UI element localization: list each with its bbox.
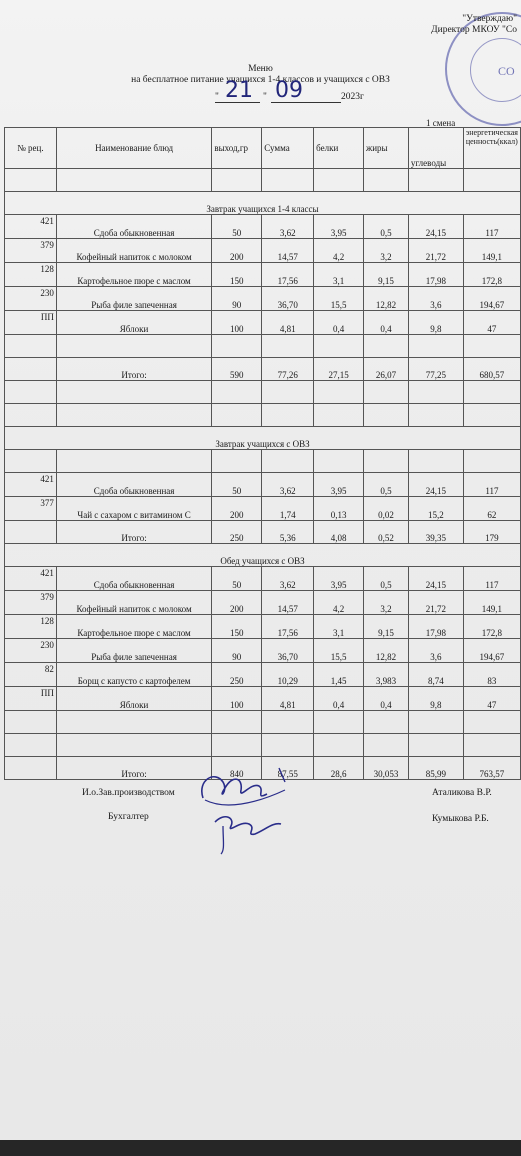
recipe-number: 128 <box>5 263 57 287</box>
total-row <box>5 358 521 381</box>
empty-cell <box>5 169 57 192</box>
cell-sum: 3,62 <box>262 215 314 239</box>
cell-fat: 12,82 <box>364 287 409 311</box>
recipe-number: 128 <box>5 615 57 639</box>
photo-bottom-edge <box>0 1140 521 1156</box>
col-sum: Сумма <box>262 128 314 169</box>
spacer-row <box>5 169 521 192</box>
cell-carb: 8,74 <box>408 663 463 687</box>
table-row <box>5 215 521 239</box>
recipe-number: 421 <box>5 567 57 591</box>
table-header <box>5 128 521 169</box>
approval-block <box>397 14 517 36</box>
approval-line-1: "Утверждаю" <box>462 14 517 24</box>
table-row <box>5 473 521 497</box>
empty-cell <box>408 381 463 404</box>
cell-sum: 10,29 <box>262 663 314 687</box>
recipe-number: 377 <box>5 497 57 521</box>
empty-cell <box>5 404 57 427</box>
empty-cell <box>364 335 409 358</box>
empty-cell <box>212 711 262 734</box>
cell-carb: 24,15 <box>408 567 463 591</box>
cell-fat: 0,02 <box>364 497 409 521</box>
empty-cell <box>408 450 463 473</box>
cell-protein: 4,2 <box>314 591 364 615</box>
cell-kcal: 149,1 <box>463 591 520 615</box>
cell-fat: 0,4 <box>364 687 409 711</box>
cell-protein: 0,13 <box>314 497 364 521</box>
cell-fat: 0,5 <box>364 567 409 591</box>
approval-line-2: Директор МКОУ "Со <box>431 25 517 35</box>
cell-fat: 12,82 <box>364 639 409 663</box>
table-row <box>5 663 521 687</box>
total-label: Итого: <box>56 358 212 381</box>
total-label: Итого: <box>56 521 212 544</box>
recipe-number: 421 <box>5 473 57 497</box>
cell-fat: 0,5 <box>364 473 409 497</box>
cell-carb: 17,98 <box>408 615 463 639</box>
empty-cell <box>5 381 57 404</box>
empty-cell <box>463 381 520 404</box>
total-label: Итого: <box>56 757 212 780</box>
spacer-row <box>5 335 521 358</box>
cell-weight: 250 <box>212 663 262 687</box>
empty-cell <box>262 404 314 427</box>
cell-weight: 50 <box>212 473 262 497</box>
empty-cell <box>314 450 364 473</box>
empty-cell <box>56 381 212 404</box>
empty-cell <box>5 450 57 473</box>
empty-cell <box>463 169 520 192</box>
empty-cell <box>5 711 57 734</box>
empty-cell <box>463 711 520 734</box>
cell-protein: 15,5 <box>314 639 364 663</box>
cell-kcal: 83 <box>463 663 520 687</box>
recipe-number: 230 <box>5 639 57 663</box>
table-row <box>5 287 521 311</box>
cell-kcal: 47 <box>463 687 520 711</box>
recipe-number: 82 <box>5 663 57 687</box>
cell-sum: 3,62 <box>262 473 314 497</box>
recipe-number: 230 <box>5 287 57 311</box>
cell-protein: 3,95 <box>314 215 364 239</box>
table-row <box>5 591 521 615</box>
date-day: 21 <box>225 78 253 103</box>
total-empty <box>5 521 57 544</box>
cell-kcal: 47 <box>463 311 520 335</box>
empty-cell <box>314 169 364 192</box>
cell-kcal: 149,1 <box>463 239 520 263</box>
total-carb: 85,99 <box>408 757 463 780</box>
col-protein: белки <box>314 128 364 169</box>
empty-cell <box>408 404 463 427</box>
col-carb: углеводы <box>408 128 463 169</box>
total-protein: 28,6 <box>314 757 364 780</box>
cell-weight: 50 <box>212 567 262 591</box>
table-row <box>5 567 521 591</box>
cell-protein: 3,95 <box>314 567 364 591</box>
cell-kcal: 62 <box>463 497 520 521</box>
empty-cell <box>463 734 520 757</box>
total-empty <box>5 757 57 780</box>
dish-name: Картофельное пюре с маслом <box>56 263 212 287</box>
cell-kcal: 172,8 <box>463 263 520 287</box>
total-weight: 840 <box>212 757 262 780</box>
cell-carb: 9,8 <box>408 687 463 711</box>
section-header <box>5 544 521 567</box>
cell-sum: 36,70 <box>262 639 314 663</box>
empty-cell <box>262 169 314 192</box>
dish-name: Сдоба обыкновенная <box>56 567 212 591</box>
table-row <box>5 639 521 663</box>
cell-sum: 4,81 <box>262 687 314 711</box>
cell-protein: 3,95 <box>314 473 364 497</box>
spacer-row <box>5 734 521 757</box>
empty-cell <box>212 734 262 757</box>
cell-carb: 21,72 <box>408 591 463 615</box>
dish-name: Чай с сахаром с витамином С <box>56 497 212 521</box>
empty-cell <box>212 169 262 192</box>
empty-cell <box>314 711 364 734</box>
spacer-row <box>5 711 521 734</box>
cell-carb: 24,15 <box>408 473 463 497</box>
cell-fat: 3,2 <box>364 239 409 263</box>
empty-cell <box>364 450 409 473</box>
cell-weight: 100 <box>212 311 262 335</box>
total-row <box>5 521 521 544</box>
cell-carb: 15,2 <box>408 497 463 521</box>
cell-weight: 90 <box>212 287 262 311</box>
stamp-lettering: СО <box>498 64 515 78</box>
dish-name: Яблоки <box>56 687 212 711</box>
cell-kcal: 194,67 <box>463 639 520 663</box>
cell-fat: 0,5 <box>364 215 409 239</box>
total-sum: 87,55 <box>262 757 314 780</box>
cell-weight: 200 <box>212 497 262 521</box>
cell-protein: 15,5 <box>314 287 364 311</box>
spacer-row <box>5 450 521 473</box>
cell-kcal: 117 <box>463 215 520 239</box>
empty-cell <box>212 381 262 404</box>
cell-fat: 0,4 <box>364 311 409 335</box>
empty-cell <box>262 711 314 734</box>
col-fat: жиры <box>364 128 409 169</box>
dish-name: Картофельное пюре с маслом <box>56 615 212 639</box>
total-protein: 4,08 <box>314 521 364 544</box>
empty-cell <box>5 335 57 358</box>
cell-protein: 1,45 <box>314 663 364 687</box>
table-row <box>5 615 521 639</box>
section-header <box>5 427 521 450</box>
cell-weight: 150 <box>212 615 262 639</box>
empty-cell <box>212 450 262 473</box>
table-row <box>5 497 521 521</box>
cell-carb: 17,98 <box>408 263 463 287</box>
cell-kcal: 117 <box>463 473 520 497</box>
cell-kcal: 172,8 <box>463 615 520 639</box>
empty-cell <box>56 404 212 427</box>
col-dish: Наименование блюд <box>56 128 212 169</box>
cell-weight: 50 <box>212 215 262 239</box>
total-weight: 250 <box>212 521 262 544</box>
col-recipe: № рец. <box>5 128 57 169</box>
cell-carb: 24,15 <box>408 215 463 239</box>
total-sum: 77,26 <box>262 358 314 381</box>
col-kcal: энергетическая ценность(ккал) <box>463 128 520 169</box>
cell-sum: 17,56 <box>262 615 314 639</box>
cell-kcal: 117 <box>463 567 520 591</box>
empty-cell <box>212 404 262 427</box>
empty-cell <box>364 381 409 404</box>
spacer-row <box>5 404 521 427</box>
recipe-number: ПП <box>5 687 57 711</box>
empty-cell <box>5 734 57 757</box>
cell-carb: 21,72 <box>408 239 463 263</box>
date-month: 09 <box>275 78 303 103</box>
empty-cell <box>364 169 409 192</box>
recipe-number: 379 <box>5 239 57 263</box>
cell-weight: 150 <box>212 263 262 287</box>
table-row <box>5 687 521 711</box>
empty-cell <box>314 381 364 404</box>
sign-right-1: Аталикова В.Р. <box>432 788 492 798</box>
cell-protein: 3,1 <box>314 615 364 639</box>
cell-carb: 3,6 <box>408 639 463 663</box>
dish-name: Рыба филе запеченная <box>56 639 212 663</box>
total-weight: 590 <box>212 358 262 381</box>
empty-cell <box>364 404 409 427</box>
empty-cell <box>408 169 463 192</box>
total-protein: 27,15 <box>314 358 364 381</box>
empty-cell <box>262 381 314 404</box>
empty-cell <box>56 169 212 192</box>
recipe-number: 421 <box>5 215 57 239</box>
section-title: Обед учащихся с ОВЗ <box>5 544 521 567</box>
empty-cell <box>364 711 409 734</box>
cell-protein: 0,4 <box>314 311 364 335</box>
recipe-number: ПП <box>5 311 57 335</box>
sign-right-2: Кумыкова Р.Б. <box>432 814 489 824</box>
empty-cell <box>408 711 463 734</box>
title-line-1: Меню <box>248 64 273 74</box>
cell-protein: 4,2 <box>314 239 364 263</box>
cell-sum: 1,74 <box>262 497 314 521</box>
empty-cell <box>56 335 212 358</box>
empty-cell <box>314 734 364 757</box>
empty-cell <box>212 335 262 358</box>
cell-fat: 3,983 <box>364 663 409 687</box>
total-fat: 0,52 <box>364 521 409 544</box>
cell-sum: 4,81 <box>262 311 314 335</box>
shift-label: 1 смена <box>426 118 456 128</box>
total-kcal: 680,57 <box>463 358 520 381</box>
dish-name: Кофейный напиток с молоком <box>56 239 212 263</box>
total-sum: 5,36 <box>262 521 314 544</box>
section-header <box>5 192 521 215</box>
cell-weight: 90 <box>212 639 262 663</box>
cell-protein: 3,1 <box>314 263 364 287</box>
total-carb: 39,35 <box>408 521 463 544</box>
cell-carb: 9,8 <box>408 311 463 335</box>
cell-kcal: 194,67 <box>463 287 520 311</box>
empty-cell <box>463 404 520 427</box>
menu-table <box>4 127 521 780</box>
empty-cell <box>262 734 314 757</box>
empty-cell <box>408 335 463 358</box>
sign-left-1: И.о.Зав.производством <box>82 788 175 798</box>
dish-name: Рыба филе запеченная <box>56 287 212 311</box>
cell-protein: 0,4 <box>314 687 364 711</box>
empty-cell <box>463 450 520 473</box>
section-title: Завтрак учащихся с ОВЗ <box>5 427 521 450</box>
empty-cell <box>364 734 409 757</box>
total-fat: 26,07 <box>364 358 409 381</box>
cell-carb: 3,6 <box>408 287 463 311</box>
empty-cell <box>262 450 314 473</box>
total-fat: 30,053 <box>364 757 409 780</box>
cell-weight: 200 <box>212 239 262 263</box>
empty-cell <box>56 711 212 734</box>
cell-fat: 9,15 <box>364 263 409 287</box>
cell-sum: 3,62 <box>262 567 314 591</box>
total-kcal: 179 <box>463 521 520 544</box>
dish-name: Борщ с капусто с картофелем <box>56 663 212 687</box>
cell-weight: 100 <box>212 687 262 711</box>
total-empty <box>5 358 57 381</box>
total-carb: 77,25 <box>408 358 463 381</box>
cell-sum: 17,56 <box>262 263 314 287</box>
empty-cell <box>463 335 520 358</box>
table-row <box>5 263 521 287</box>
dish-name: Сдоба обыкновенная <box>56 215 212 239</box>
empty-cell <box>262 335 314 358</box>
empty-cell <box>314 404 364 427</box>
dish-name: Кофейный напиток с молоком <box>56 591 212 615</box>
recipe-number: 379 <box>5 591 57 615</box>
cell-fat: 3,2 <box>364 591 409 615</box>
menu-document: СО "Утверждаю" Директор МКОУ "Со Меню на бесплатное питание учащихся 1-4 классов и учащихся с ОВЗ " 21 " 09 2023г 1 смена № рец. Наименование блюд выход,гр Сумма белки жиры углеводы энергетическая ценность(ккал) Завтрак учащихся 1-4 классы 421 Сдоба обыкновенная 50 3,62 3,95 0,5 24,15 117 379 Кофейный напиток с молоком 200 14,57 4,2 3,2 21,72 149,1 128 Картофельное пюре с маслом 150 17,56 3,1 9,15 17,98 172,8 230 Рыба филе запеченная 90 36,70 15,5 12,82 3,6 194,67 ПП Яблоки 100 4,81 0,4 0,4 9,8 47 Итого: 590 77,26 27,15 26,07 77,25 680,57 Завтрак учащихся с ОВЗ 421 Сдоба обыкновенная 50 3,62 3,95 0,5 24,15 117 377 Чай с сахаром с витамином С 200 1,74 0,13 0,02 15,2 62 Итого: 250 5,36 4,08 0,52 39,35 179 Обед учащихся с ОВЗ 421 Сдоба обыкновенная 50 3,62 3,95 0,5 24,15 117 379 Кофейный напиток с молоком 200 14,57 4,2 3,2 21,72 149,1 128 Картофельное пюре с маслом 150 17,56 3,1 9,15 17,98 172,8 230 Рыба филе запеченная 90 36,70 15,5 12,82 3,6 194,67 82 Борщ с капусто с картофелем 250 10,29 1,45 3,983 8,74 83 ПП Яблоки 100 4,81 0,4 0,4 9,8 47 Итого: 840 87,55 28,6 30,053 85,99 763,57 И.о.Зав.производством Аталикова В.Р. Бухгалтер Кумыкова Р.Б. <box>0 0 521 1140</box>
empty-cell <box>56 734 212 757</box>
document-title <box>0 64 521 86</box>
signature-scribble <box>195 760 295 855</box>
dish-name: Сдоба обыкновенная <box>56 473 212 497</box>
cell-weight: 200 <box>212 591 262 615</box>
cell-fat: 9,15 <box>364 615 409 639</box>
table-row <box>5 239 521 263</box>
cell-sum: 36,70 <box>262 287 314 311</box>
total-kcal: 763,57 <box>463 757 520 780</box>
section-title: Завтрак учащихся 1-4 классы <box>5 192 521 215</box>
spacer-row <box>5 381 521 404</box>
empty-cell <box>56 450 212 473</box>
col-weight: выход,гр <box>212 128 262 169</box>
sign-left-2: Бухгалтер <box>108 812 149 822</box>
cell-sum: 14,57 <box>262 239 314 263</box>
empty-cell <box>408 734 463 757</box>
title-line-2: на бесплатное питание учащихся 1-4 классов и учащихся с ОВЗ <box>131 75 390 85</box>
empty-cell <box>314 335 364 358</box>
date-year: 2023г <box>341 92 364 102</box>
cell-sum: 14,57 <box>262 591 314 615</box>
table-row <box>5 311 521 335</box>
dish-name: Яблоки <box>56 311 212 335</box>
